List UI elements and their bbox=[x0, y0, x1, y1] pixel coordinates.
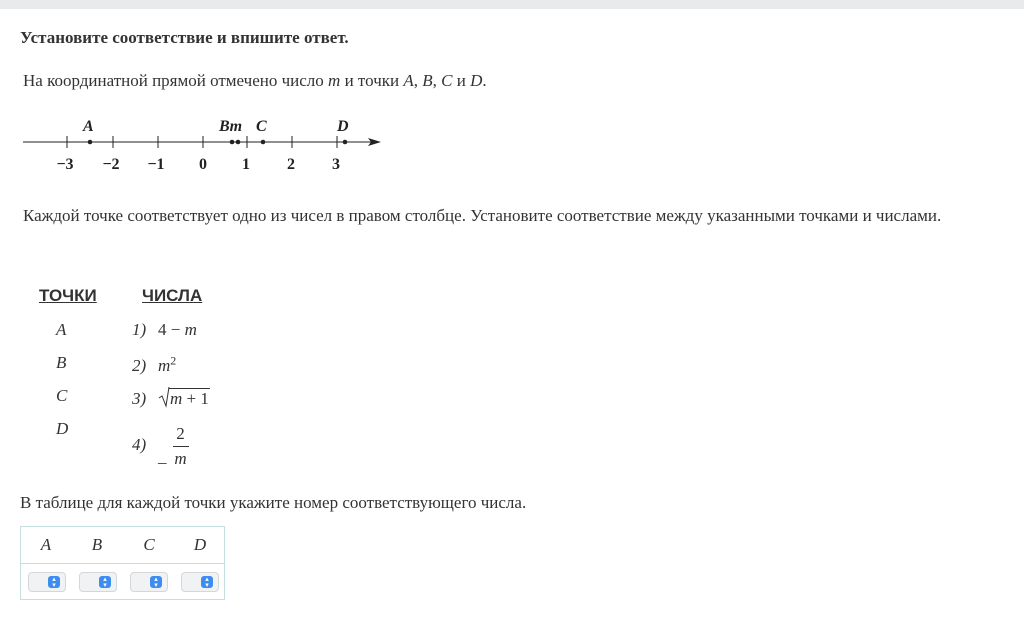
select-arrows-icon: ▴ ▾ bbox=[99, 576, 111, 588]
fraction-denominator: m bbox=[174, 449, 187, 468]
expr-part: + 1 bbox=[182, 389, 209, 408]
intro-sep: , bbox=[432, 71, 442, 90]
number-expression bbox=[158, 388, 210, 409]
number-index: 2) bbox=[132, 355, 147, 375]
answer-table bbox=[20, 526, 225, 600]
select-arrows-icon: ▴ ▾ bbox=[48, 576, 60, 588]
intro-and: и bbox=[452, 71, 471, 90]
point-item-c: C bbox=[56, 386, 68, 405]
task-heading: Установите соответствие и впишите ответ. bbox=[20, 28, 349, 47]
point-a-dot bbox=[88, 140, 93, 145]
label-point-a: A bbox=[83, 118, 94, 135]
expr-var: m bbox=[170, 389, 183, 408]
number-index: 1) bbox=[132, 320, 147, 339]
tick-label: 3 bbox=[332, 156, 340, 173]
point-item-d: D bbox=[56, 419, 69, 438]
label-point-bm: Bm bbox=[219, 118, 243, 135]
answer-header-c: C bbox=[143, 535, 155, 554]
answer-instruction: В таблице для каждой точки укажите номер соответствующего числа. bbox=[20, 493, 527, 512]
fraction-numerator: 2 bbox=[176, 424, 185, 443]
label-point-c: C bbox=[256, 118, 267, 135]
number-expression bbox=[158, 353, 177, 375]
intro-end: . bbox=[482, 71, 487, 90]
answer-header-b: B bbox=[91, 535, 103, 554]
intro-point-a: A bbox=[403, 71, 414, 90]
number-line-figure bbox=[18, 112, 388, 176]
point-c-dot bbox=[261, 140, 266, 145]
point-b-dot bbox=[230, 140, 235, 145]
expr-var: m bbox=[184, 320, 197, 339]
answer-header-a: A bbox=[40, 535, 52, 554]
intro-sep: , bbox=[413, 71, 423, 90]
point-m-dot bbox=[236, 140, 241, 145]
number-index: 3) bbox=[132, 389, 147, 408]
number-item-1 bbox=[132, 320, 197, 340]
point-item-b: B bbox=[56, 353, 67, 372]
point-item-a: A bbox=[56, 320, 67, 339]
points-column-header: ТОЧКИ bbox=[39, 286, 97, 305]
fraction-sign: _ bbox=[158, 447, 167, 466]
tick-label: −2 bbox=[102, 156, 120, 173]
sqrt-icon bbox=[158, 386, 170, 408]
number-item-4 bbox=[132, 424, 189, 469]
tick-label: 0 bbox=[199, 156, 207, 173]
answer-select-a[interactable] bbox=[28, 572, 66, 592]
intro-point-d: D bbox=[470, 71, 483, 90]
intro-m: m bbox=[328, 71, 341, 90]
numbers-column-header: ЧИСЛА bbox=[142, 286, 203, 305]
select-arrows-icon: ▴ ▾ bbox=[201, 576, 213, 588]
point-d-dot bbox=[343, 140, 348, 145]
sqrt-radicand bbox=[169, 388, 210, 409]
intro-point-c: C bbox=[441, 71, 453, 90]
tick-label: −1 bbox=[147, 156, 165, 173]
answer-header-d: D bbox=[193, 535, 207, 554]
expr-var: m bbox=[158, 355, 171, 375]
intro-text-2: и точки bbox=[340, 71, 404, 90]
top-bar bbox=[0, 0, 1024, 9]
tick-label: 1 bbox=[242, 156, 250, 173]
fraction-bar bbox=[173, 446, 189, 447]
tick-label: 2 bbox=[287, 156, 295, 173]
number-item-2 bbox=[132, 353, 176, 376]
intro-text-1: На координатной прямой отмечено число bbox=[23, 71, 329, 90]
number-expression bbox=[173, 424, 189, 469]
answer-select-b[interactable] bbox=[79, 572, 117, 592]
tick-label: −3 bbox=[56, 156, 74, 173]
expr-part: 4 − bbox=[158, 320, 185, 339]
number-item-3 bbox=[132, 388, 210, 409]
intro-point-b: B bbox=[422, 71, 433, 90]
number-expression bbox=[158, 320, 197, 339]
answer-select-c[interactable] bbox=[130, 572, 168, 592]
table-divider bbox=[21, 563, 224, 564]
answer-select-d[interactable] bbox=[181, 572, 219, 592]
select-arrows-icon: ▴ ▾ bbox=[150, 576, 162, 588]
task-intro bbox=[23, 71, 487, 91]
expr-exponent: 2 bbox=[170, 353, 177, 367]
label-point-d: D bbox=[337, 118, 349, 135]
task-paragraph: Каждой точке соответствует одно из чисел в правом столбце. Установите соответствие между указанными точками и числами. bbox=[23, 206, 942, 225]
number-index: 4) bbox=[132, 434, 147, 454]
